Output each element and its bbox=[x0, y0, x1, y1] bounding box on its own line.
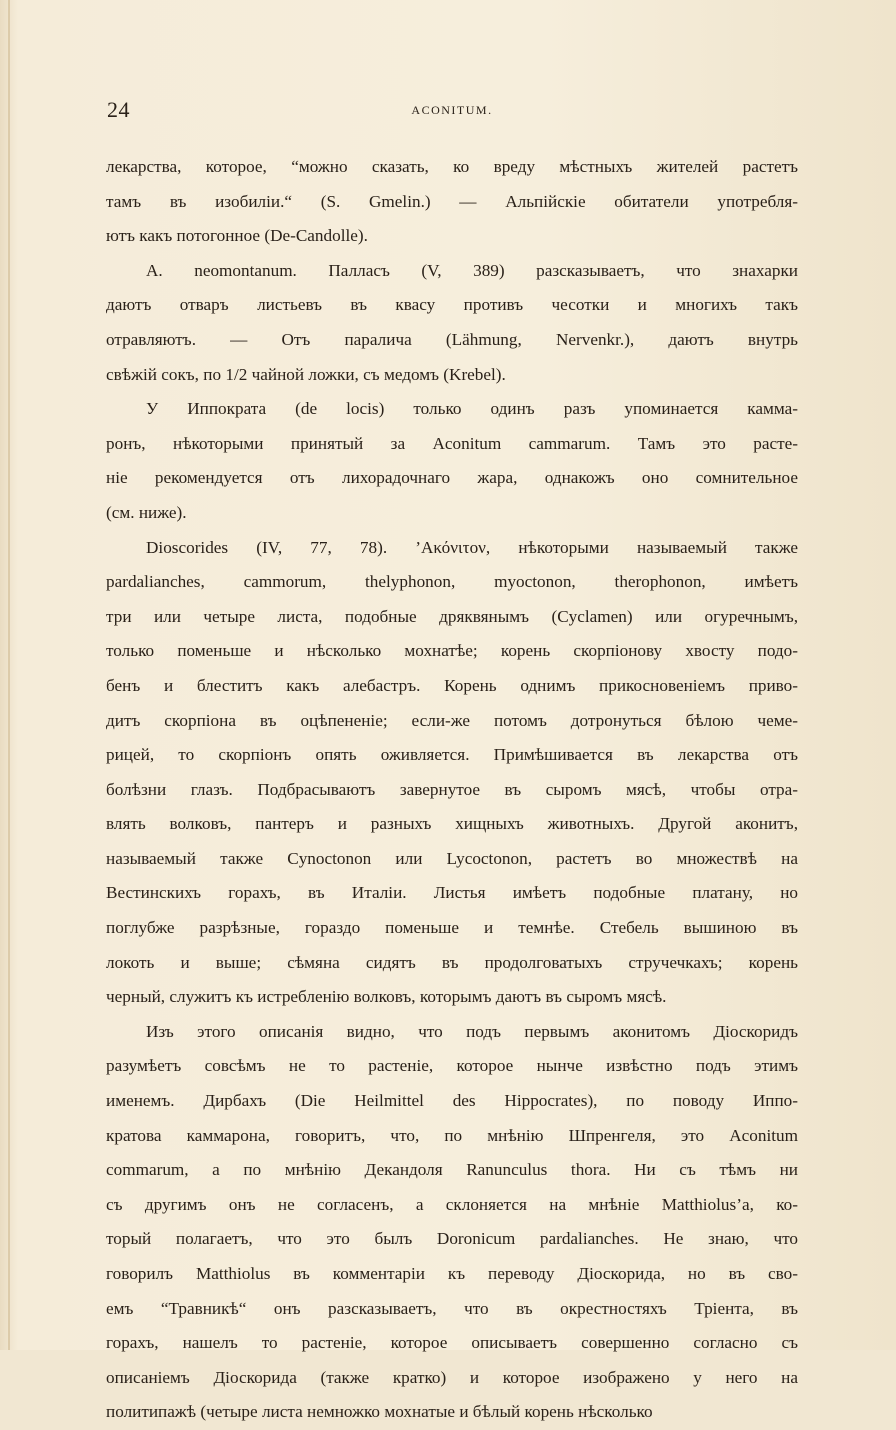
text-line: Вестинскихъ горахъ, въ Италіи. Листья имѣетъ подобные платану, но bbox=[106, 883, 798, 903]
text-line: бенъ и блеститъ какъ алебастръ. Корень однимъ прикосновеніемъ приво- bbox=[106, 675, 798, 695]
paragraph bbox=[106, 1015, 798, 1430]
text-line: тамъ въ изобиліи.“ (S. Gmelin.) — Альпійскіе обитатели употребля- bbox=[106, 191, 798, 211]
text-line: черный, служитъ къ истребленію волковъ, которымъ даютъ въ сыромъ мясѣ. bbox=[106, 987, 667, 1007]
binding-gutter bbox=[8, 0, 10, 1350]
text-line: ронъ, нѣкоторыми принятый за Aconitum cammarum. Тамъ это расте- bbox=[106, 433, 798, 453]
text-line: свѣжій сокъ, по 1/2 чайной ложки, съ медомъ (Krebel). bbox=[106, 364, 506, 384]
text-line: съ другимъ онъ не согласенъ, а склоняется на мнѣніе Matthiolus’а, ко- bbox=[106, 1194, 798, 1214]
text-line: дитъ скорпіона въ оцѣпененіе; если-же потомъ дотронуться бѣлою чеме- bbox=[106, 710, 798, 730]
text-line: емъ “Травникѣ“ онъ разсказываетъ, что въ окрестностяхъ Тріента, въ bbox=[106, 1298, 798, 1318]
text-line: A. neomontanum. Палласъ (V, 389) разсказываетъ, что знахарки bbox=[146, 260, 798, 280]
text-line: кратова каммарона, говоритъ, что, по мнѣнію Шпренгеля, это Aconitum bbox=[106, 1125, 798, 1145]
text-line: У Иппократа (de locis) только одинъ разъ упоминается камма- bbox=[146, 399, 798, 419]
paragraph bbox=[106, 150, 798, 254]
text-line: лекарства, которое, “можно сказать, ко вреду мѣстныхъ жителей растетъ bbox=[106, 157, 798, 176]
body-text bbox=[106, 150, 798, 1430]
page-number: 24 bbox=[107, 97, 130, 122]
text-line: влять волковъ, пантеръ и разныхъ хищныхъ животныхъ. Другой аконитъ, bbox=[106, 814, 798, 834]
text-line: commarum, а по мнѣнію Декандоля Ranunculus thora. Ни съ тѣмъ ни bbox=[106, 1160, 798, 1180]
text-line: горахъ, нашелъ то растеніе, которое описываетъ совершенно согласно съ bbox=[106, 1333, 798, 1353]
paragraph bbox=[106, 392, 798, 530]
text-line: pardalianches, cammorum, thelyphonon, myoctonon, therophonon, имѣетъ bbox=[106, 572, 798, 592]
text-line: поглубже разрѣзные, гораздо поменьше и темнѣе. Стебель вышиною въ bbox=[106, 918, 798, 938]
paragraph bbox=[106, 531, 798, 1015]
text-line: разумѣетъ совсѣмъ не то растеніе, которое нынче извѣстно подъ этимъ bbox=[106, 1056, 798, 1076]
text-line: рицей, то скорпіонъ опять оживляется. Примѣшивается въ лекарства отъ bbox=[106, 745, 798, 765]
text-line: только поменьше и нѣсколько мохнатѣе; корень скорпіонову хвосту подо- bbox=[106, 641, 798, 661]
text-line: Изъ этого описанія видно, что подъ первымъ аконитомъ Діоскоридъ bbox=[146, 1021, 798, 1041]
text-line: торый полагаетъ, что это былъ Doronicum pardalianches. Не знаю, что bbox=[106, 1229, 798, 1249]
paragraph bbox=[106, 254, 798, 392]
text-line: называемый также Cynoctonon или Lycoctonon, растетъ во множествѣ на bbox=[106, 848, 798, 868]
text-line: говорилъ Matthiolus въ комментаріи къ переводу Діоскорида, но въ сво- bbox=[106, 1264, 798, 1283]
text-line: (см. ниже). bbox=[106, 502, 187, 522]
text-line: Dioscorides (IV, 77, 78). ’Ακόνιτον, нѣкоторыми называемый также bbox=[146, 537, 798, 557]
text-line: болѣзни глазъ. Подбрасываютъ завернутое въ сыромъ мясѣ, чтобы отра- bbox=[106, 779, 798, 799]
text-line: даютъ отваръ листьевъ въ квасу противъ чесотки и многихъ такъ bbox=[106, 295, 798, 315]
page-header bbox=[107, 97, 797, 125]
text-line: локоть и выше; сѣмяна сидятъ въ продолговатыхъ стручечкахъ; корень bbox=[106, 952, 798, 972]
text-line: отравляютъ. — Отъ паралича (Lähmung, Nervenkr.), даютъ внутрь bbox=[106, 329, 798, 349]
text-line: ютъ какъ потогонное (De-Candolle). bbox=[106, 226, 368, 246]
running-title: ACONITUM. bbox=[411, 103, 493, 117]
text-line: именемъ. Дирбахъ (Die Heilmittel des Hippocrates), по поводу Иппо- bbox=[106, 1091, 798, 1111]
text-line: три или четыре листа, подобные дряквянымъ (Cyclamen) или огуречнымъ, bbox=[106, 606, 798, 626]
text-line: описаніемъ Діоскорида (также кратко) и которое изображено у него на bbox=[106, 1367, 798, 1387]
text-line: политипажѣ (четыре листа немножко мохнатые и бѣлый корень нѣсколько bbox=[106, 1402, 653, 1422]
text-line: ніе рекомендуется отъ лихорадочнаго жара, однакожъ оно сомнительное bbox=[106, 468, 798, 488]
